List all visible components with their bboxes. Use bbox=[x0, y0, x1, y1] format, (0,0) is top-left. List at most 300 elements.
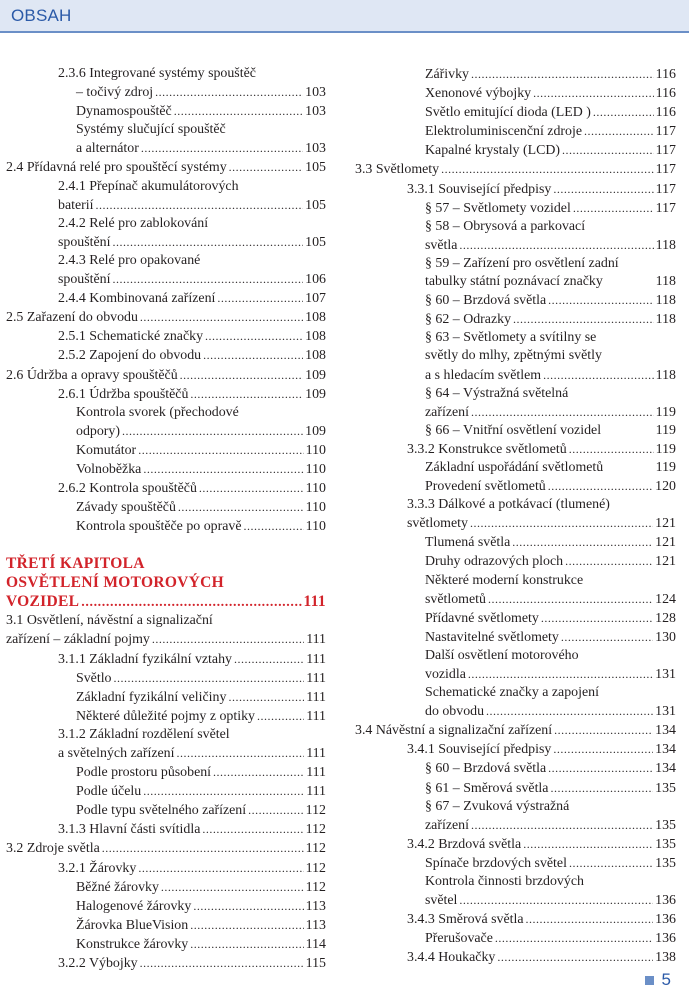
dot-leader bbox=[176, 744, 304, 762]
toc-entry-page: 117 bbox=[655, 162, 676, 178]
dot-leader bbox=[593, 103, 654, 121]
toc-entry-page: 109 bbox=[305, 367, 326, 383]
toc-entry-page: 111 bbox=[306, 632, 326, 648]
toc-entry-page: 108 bbox=[305, 329, 326, 345]
dot-leader bbox=[155, 83, 303, 101]
toc-entry bbox=[6, 289, 326, 308]
toc-entry-page: 131 bbox=[655, 704, 676, 720]
toc-entry-title: Podle prostoru působení bbox=[76, 765, 212, 781]
toc-entry-page: 134 bbox=[655, 723, 676, 739]
toc-entry bbox=[6, 954, 326, 973]
toc-entry-page: 131 bbox=[655, 667, 676, 682]
toc-entry-title: Některé důležité pojmy z optiky bbox=[76, 708, 255, 724]
toc-entry-page: 111 bbox=[306, 746, 326, 761]
toc-entry-title: Světlo bbox=[76, 670, 112, 686]
toc-entry-page: 105 bbox=[305, 234, 326, 250]
toc-entry-page: 116 bbox=[655, 67, 676, 82]
toc-entry-title: a světelných zařízení bbox=[58, 746, 175, 761]
header-title: OBSAH bbox=[11, 6, 72, 25]
toc-entry-title: 2.5.1 Schematické značky bbox=[58, 329, 204, 345]
toc-entry-page: 117 bbox=[655, 124, 676, 140]
toc-entry-line bbox=[355, 218, 676, 236]
toc-entry-title: 3.3 Světlomety bbox=[355, 162, 440, 178]
toc-entry-page: 118 bbox=[655, 367, 676, 383]
toc-entry bbox=[355, 422, 676, 440]
dot-leader bbox=[178, 498, 304, 516]
page-number: 5 bbox=[661, 970, 671, 989]
toc-entry-title: Běžné žárovky bbox=[76, 879, 159, 895]
toc-entry-title: Konstrukce žárovky bbox=[76, 936, 189, 952]
dot-leader bbox=[229, 158, 303, 176]
dot-leader bbox=[554, 721, 653, 739]
toc-entry-title: Žárovka BlueVision bbox=[76, 917, 189, 933]
toc-entry-title: 3.4.2 Brzdová světla bbox=[407, 836, 522, 852]
toc-entry bbox=[355, 310, 676, 329]
toc-entry-page: 135 bbox=[655, 836, 676, 852]
toc-entry bbox=[355, 366, 676, 385]
toc-entry-title: 3.1.1 Základní fyzikální vztahy bbox=[58, 651, 232, 667]
toc-entry bbox=[355, 835, 676, 854]
toc-entry-page: 105 bbox=[305, 197, 326, 213]
dot-leader bbox=[248, 801, 304, 819]
toc-section-chapter-2 bbox=[6, 65, 326, 536]
toc-entry bbox=[6, 916, 326, 935]
toc-entry-page: 111 bbox=[306, 765, 326, 781]
toc-entry-title: 2.4.1 Přepínač akumulátorových bbox=[58, 178, 239, 194]
toc-entry-title: Spínače brzdových světel bbox=[425, 855, 567, 871]
toc-entry-page: 118 bbox=[655, 274, 676, 290]
dot-leader bbox=[526, 910, 654, 928]
toc-entry-page: 120 bbox=[655, 479, 676, 495]
toc-entry-title: Systémy slučující spouštěč bbox=[76, 122, 226, 138]
dot-leader bbox=[471, 816, 653, 834]
toc-entry-title: Dynamospouštěč bbox=[76, 104, 172, 120]
toc-entry bbox=[6, 763, 326, 782]
toc-entry-title: 3.2 Zdroje světla bbox=[6, 841, 100, 857]
toc-entry-line bbox=[355, 496, 676, 514]
toc-entry-title: § 63 – Světlomety a svítilny se bbox=[425, 330, 597, 346]
toc-entry-title: § 58 – Obrysová a parkovací bbox=[425, 218, 586, 234]
toc-entry bbox=[6, 422, 326, 441]
dot-leader bbox=[488, 590, 653, 608]
toc-entry bbox=[355, 199, 676, 218]
toc-entry bbox=[6, 479, 326, 498]
toc-entry-page: 109 bbox=[305, 386, 326, 402]
dot-leader bbox=[81, 593, 301, 612]
dot-leader bbox=[553, 180, 653, 198]
dot-leader bbox=[243, 517, 303, 535]
toc-entry-title: odpory) bbox=[76, 423, 120, 439]
dot-leader bbox=[512, 533, 653, 551]
dot-leader bbox=[138, 441, 303, 459]
dot-leader bbox=[471, 403, 654, 421]
toc-entry-page: 107 bbox=[305, 291, 326, 307]
toc-entry-title: 2.4.3 Relé pro opakované bbox=[58, 252, 201, 268]
dot-leader bbox=[573, 199, 654, 217]
toc-entry-title: 3.4 Návěstní a signalizační zařízení bbox=[355, 723, 553, 739]
header-rule bbox=[0, 31, 689, 33]
dot-leader bbox=[550, 779, 653, 797]
chapter-heading-page: 111 bbox=[303, 593, 326, 611]
toc-entry bbox=[355, 702, 676, 721]
toc-entry bbox=[6, 346, 326, 365]
toc-entry-page: 108 bbox=[305, 310, 326, 326]
chapter-heading-line: OSVĚTLENÍ MOTOROVÝCH bbox=[6, 574, 225, 592]
dot-leader bbox=[112, 233, 303, 251]
toc-entry-page: 136 bbox=[655, 893, 676, 909]
toc-entry bbox=[6, 688, 326, 707]
toc-entry bbox=[6, 859, 326, 878]
toc-entry bbox=[355, 779, 676, 798]
page-marker-square bbox=[645, 976, 654, 985]
toc-entry bbox=[355, 590, 676, 609]
toc-entry-page: 138 bbox=[655, 950, 676, 966]
dot-leader bbox=[470, 514, 653, 532]
toc-entry-title: Některé moderní konstrukce bbox=[425, 572, 584, 588]
toc-entry-title: § 59 – Zařízení pro osvětlení zadní bbox=[425, 255, 619, 271]
toc-entry-page: 106 bbox=[305, 272, 326, 288]
toc-entry bbox=[355, 628, 676, 647]
toc-entry-title: Druhy odrazových ploch bbox=[425, 554, 564, 570]
toc-entry bbox=[6, 102, 326, 121]
toc-entry bbox=[6, 744, 326, 763]
toc-entry bbox=[355, 816, 676, 835]
toc-entry bbox=[355, 477, 676, 496]
toc-entry bbox=[6, 650, 326, 669]
toc-entry-title: Základní uspořádání světlometů bbox=[425, 459, 604, 475]
dot-leader bbox=[459, 236, 653, 254]
toc-entry-line bbox=[355, 347, 676, 365]
dot-leader bbox=[193, 897, 303, 915]
toc-entry-line bbox=[355, 385, 676, 403]
dot-leader bbox=[138, 859, 303, 877]
toc-entry-page: 112 bbox=[305, 841, 326, 857]
toc-entry-title: 2.4 Přídavná relé pro spouštěcí systémy bbox=[6, 160, 227, 176]
toc-entry-title: Nastavitelné světlomety bbox=[425, 629, 559, 645]
toc-entry-page: 116 bbox=[655, 105, 676, 121]
toc-entry-title: 2.4.4 Kombinovaná zařízení bbox=[58, 291, 216, 307]
dot-leader bbox=[112, 270, 303, 288]
toc-entry bbox=[6, 839, 326, 858]
toc-entry bbox=[6, 878, 326, 897]
toc-entry-title: světlometů bbox=[425, 591, 486, 607]
toc-entry-title: Volnoběžka bbox=[76, 461, 142, 477]
toc-entry bbox=[355, 721, 676, 740]
toc-entry-line bbox=[355, 329, 676, 347]
toc-entry-title: Zářivky bbox=[425, 67, 469, 82]
toc-entry-title: § 57 – Světlomety vozidel bbox=[425, 200, 571, 216]
dot-leader bbox=[561, 628, 653, 646]
toc-entry-title: světla bbox=[425, 237, 458, 253]
dot-leader bbox=[161, 878, 304, 896]
dot-leader bbox=[459, 891, 653, 909]
toc-entry-page: 113 bbox=[305, 898, 326, 914]
dot-leader bbox=[441, 160, 654, 178]
toc-entry-page: 118 bbox=[655, 293, 676, 309]
toc-entry-title: světly do mlhy, zpětnými světly bbox=[425, 348, 602, 364]
page-footer bbox=[645, 970, 671, 990]
toc-entry-page: 103 bbox=[305, 104, 326, 120]
toc-entry-title: 3.3.3 Dálkové a potkávací (tlumené) bbox=[407, 497, 610, 513]
toc-entry bbox=[355, 65, 676, 84]
toc-entry-page: 111 bbox=[306, 784, 326, 800]
dot-leader bbox=[569, 854, 653, 872]
toc-entry-title: baterií bbox=[58, 197, 94, 213]
toc-entry-page: 114 bbox=[305, 936, 326, 952]
toc-entry-page: 119 bbox=[655, 422, 676, 438]
toc-entry-title: Schematické značky a zapojení bbox=[425, 685, 599, 701]
toc-entry bbox=[355, 759, 676, 778]
toc-entry-title: § 67 – Zvuková výstražná bbox=[425, 798, 570, 814]
toc-entry-line bbox=[355, 873, 676, 891]
dot-leader bbox=[114, 669, 305, 687]
toc-entry-title: 2.5.2 Zapojení do obvodu bbox=[58, 348, 202, 364]
toc-entry-page: 103 bbox=[305, 85, 326, 101]
toc-entry-line bbox=[6, 726, 326, 744]
toc-entry-page: 110 bbox=[305, 500, 326, 516]
dot-leader bbox=[486, 702, 653, 720]
toc-entry-title: 3.2.1 Žárovky bbox=[58, 860, 137, 876]
toc-entry-page: 136 bbox=[655, 931, 676, 947]
toc-entry bbox=[6, 897, 326, 916]
toc-entry-title: Závady spouštěčů bbox=[76, 500, 176, 516]
toc-entry-page: 117 bbox=[655, 181, 676, 197]
toc-entry bbox=[6, 782, 326, 801]
dot-leader bbox=[217, 289, 303, 307]
toc-entry bbox=[6, 270, 326, 289]
dot-leader bbox=[203, 346, 303, 364]
toc-entry-line bbox=[6, 612, 326, 630]
toc-entry-title: Kapalné krystaly (LCD) bbox=[425, 143, 561, 159]
toc-entry-line bbox=[6, 178, 326, 196]
toc-entry bbox=[6, 935, 326, 954]
dot-leader bbox=[523, 835, 653, 853]
toc-entry-page: 105 bbox=[305, 160, 326, 176]
dot-leader bbox=[471, 65, 654, 83]
toc-left-column bbox=[6, 65, 326, 973]
toc-entry bbox=[355, 910, 676, 929]
toc-entry-line bbox=[6, 404, 326, 422]
toc-entry-page: 111 bbox=[306, 670, 326, 686]
toc-entry-page: 109 bbox=[305, 423, 326, 439]
toc-entry-title: zařízení bbox=[425, 404, 469, 420]
dot-leader bbox=[228, 688, 304, 706]
toc-entry bbox=[355, 514, 676, 533]
toc-entry-title: 3.1.2 Základní rozdělení světel bbox=[58, 726, 230, 742]
toc-entry bbox=[6, 707, 326, 726]
dot-leader bbox=[180, 366, 304, 384]
toc-entry-page: 110 bbox=[305, 481, 326, 497]
toc-entry bbox=[6, 196, 326, 215]
toc-entry-title: 3.1 Osvětlení, návěstní a signalizační bbox=[6, 613, 213, 629]
toc-entry-title: Základní fyzikální veličiny bbox=[76, 689, 227, 705]
chapter-heading-title: VOZIDEL bbox=[6, 593, 80, 611]
toc-entry-title: a s hledacím světlem bbox=[425, 367, 542, 383]
toc-entry bbox=[355, 236, 676, 255]
toc-entry bbox=[355, 440, 676, 459]
toc-entry-page: 111 bbox=[306, 689, 326, 705]
toc-entry-page: 112 bbox=[305, 803, 326, 819]
dot-leader bbox=[497, 948, 653, 966]
toc-entry-title: tabulky státní poznávací značky bbox=[425, 274, 603, 290]
toc-entry bbox=[355, 103, 676, 122]
toc-entry-page: 121 bbox=[655, 554, 676, 570]
toc-entry-page: 110 bbox=[305, 442, 326, 458]
toc-entry-title: § 60 – Brzdová světla bbox=[425, 293, 547, 309]
dot-leader bbox=[141, 139, 303, 157]
toc-entry-title: Kontrola činnosti brzdových bbox=[425, 874, 584, 890]
toc-entry-page: 118 bbox=[655, 237, 676, 253]
toc-entry bbox=[355, 948, 676, 967]
toc-entry-page: 121 bbox=[655, 516, 676, 532]
toc-entry-page: 117 bbox=[655, 143, 676, 159]
toc-entry-page: 112 bbox=[305, 860, 326, 876]
toc-entry-title: a alternátor bbox=[76, 141, 139, 157]
toc-entry bbox=[355, 291, 676, 310]
toc-entry-title: Provedení světlometů bbox=[425, 479, 546, 495]
toc-entry bbox=[6, 801, 326, 820]
toc-entry-page: 111 bbox=[306, 708, 326, 724]
toc-entry bbox=[355, 180, 676, 199]
toc-entry-page: 110 bbox=[305, 461, 326, 477]
dot-leader bbox=[95, 196, 303, 214]
toc-entry bbox=[6, 308, 326, 327]
toc-entry-page: 112 bbox=[305, 822, 326, 838]
dot-leader bbox=[152, 630, 304, 648]
toc-entry-title: spouštění bbox=[58, 272, 111, 288]
toc-entry-page: 134 bbox=[655, 742, 676, 758]
toc-entry-page: 119 bbox=[655, 441, 676, 457]
dot-leader bbox=[190, 916, 303, 934]
toc-entry-title: Halogenové žárovky bbox=[76, 898, 192, 914]
toc-entry-line bbox=[6, 215, 326, 233]
toc-entry bbox=[355, 273, 676, 291]
toc-entry-line bbox=[355, 647, 676, 665]
toc-entry bbox=[355, 891, 676, 910]
dot-leader bbox=[257, 707, 304, 725]
toc-entry-title: 3.3.2 Konstrukce světlometů bbox=[407, 441, 567, 457]
toc-entry-page: 116 bbox=[655, 86, 676, 102]
toc-entry-title: – točivý zdroj bbox=[76, 85, 154, 101]
dot-leader bbox=[468, 665, 653, 683]
toc-entry-page: 134 bbox=[655, 761, 676, 777]
toc-entry bbox=[355, 459, 676, 477]
dot-leader bbox=[513, 310, 654, 328]
dot-leader bbox=[234, 650, 304, 668]
toc-entry-title: Kontrola svorek (přechodové bbox=[76, 404, 239, 420]
chapter-heading bbox=[6, 554, 326, 612]
toc-entry-title: Elektroluminiscenční zdroje bbox=[425, 124, 582, 140]
toc-entry bbox=[6, 139, 326, 158]
dot-leader bbox=[495, 929, 653, 947]
toc-entry-page: 118 bbox=[655, 312, 676, 328]
toc-entry bbox=[355, 533, 676, 552]
toc-entry bbox=[355, 929, 676, 948]
toc-entry bbox=[6, 820, 326, 839]
toc-entry-title: do obvodu bbox=[425, 704, 485, 720]
toc-entry-title: Přídavné světlomety bbox=[425, 610, 539, 626]
toc-entry bbox=[355, 552, 676, 571]
toc-entry-title: 2.6 Údržba a opravy spouštěčů bbox=[6, 367, 178, 383]
toc-entry-page: 135 bbox=[655, 817, 676, 833]
toc-entry bbox=[355, 609, 676, 628]
toc-entry-line bbox=[6, 121, 326, 139]
dot-leader bbox=[543, 366, 654, 384]
toc-entry-title: Podle účelu bbox=[76, 784, 142, 800]
toc-entry bbox=[355, 160, 676, 179]
toc-entry-title: 3.1.3 Hlavní části svítidla bbox=[58, 822, 201, 838]
toc-entry bbox=[6, 385, 326, 404]
dot-leader bbox=[541, 609, 653, 627]
toc-entry-line bbox=[355, 255, 676, 273]
toc-entry-title: § 60 – Brzdová světla bbox=[425, 761, 547, 777]
toc-entry-title: § 64 – Výstražná světelná bbox=[425, 385, 569, 401]
toc-entry-title: 3.3.1 Související předpisy bbox=[407, 181, 552, 197]
dot-leader bbox=[122, 422, 303, 440]
toc-entry-title: Xenonové výbojky bbox=[425, 86, 532, 102]
toc-entry-page: 112 bbox=[305, 879, 326, 895]
toc-entry-line bbox=[355, 798, 676, 816]
toc-entry bbox=[6, 233, 326, 252]
toc-entry-title: spouštění bbox=[58, 234, 111, 250]
dot-leader bbox=[548, 477, 653, 495]
toc-entry-title: Další osvětlení motorového bbox=[425, 647, 579, 663]
toc-entry-title: světlomety bbox=[407, 516, 468, 532]
dot-leader bbox=[553, 740, 653, 758]
dot-leader bbox=[143, 460, 303, 478]
toc-entry bbox=[6, 366, 326, 385]
toc-entry bbox=[355, 854, 676, 873]
toc-entry-title: Kontrola spouštěče po opravě bbox=[76, 519, 242, 535]
dot-leader bbox=[584, 122, 654, 140]
toc-entry-page: 135 bbox=[655, 780, 676, 796]
dot-leader bbox=[548, 291, 654, 309]
dot-leader bbox=[143, 782, 304, 800]
toc-entry-title: 3.4.1 Související předpisy bbox=[407, 742, 552, 758]
toc-entry-title: 2.6.2 Kontrola spouštěčů bbox=[58, 481, 197, 497]
dot-leader bbox=[190, 935, 303, 953]
toc-entry-title: 3.2.2 Výbojky bbox=[58, 956, 138, 972]
toc-entry bbox=[6, 498, 326, 517]
toc-entry-title: 2.3.6 Integrované systémy spouštěč bbox=[58, 66, 256, 81]
toc-entry-line bbox=[355, 684, 676, 702]
toc-entry bbox=[6, 83, 326, 102]
toc-entry-title: 3.4.3 Směrová světla bbox=[407, 912, 524, 928]
dot-leader bbox=[533, 84, 654, 102]
toc-entry-page: 103 bbox=[305, 141, 326, 157]
toc-entry-page: 136 bbox=[655, 912, 676, 928]
toc-entry bbox=[6, 669, 326, 688]
toc-entry-title: Světlo emitující dioda (LED ) bbox=[425, 105, 591, 121]
toc-entry bbox=[6, 327, 326, 346]
toc-entry-title: zařízení bbox=[425, 817, 469, 833]
toc-entry-line bbox=[6, 252, 326, 270]
dot-leader bbox=[202, 820, 303, 838]
dot-leader bbox=[548, 759, 653, 777]
toc-entry-page: 119 bbox=[655, 459, 676, 475]
toc-entry-title: vozidla bbox=[425, 667, 466, 682]
toc-entry-title: světel bbox=[425, 893, 458, 909]
dot-leader bbox=[174, 102, 303, 120]
dot-leader bbox=[205, 327, 303, 345]
toc-entry-page: 108 bbox=[305, 348, 326, 364]
toc-entry-title: zařízení – základní pojmy bbox=[6, 632, 150, 648]
toc-entry bbox=[6, 158, 326, 177]
toc-entry bbox=[355, 665, 676, 684]
dot-leader bbox=[213, 763, 304, 781]
toc-entry-page: 113 bbox=[305, 917, 326, 933]
toc-entry-page: 124 bbox=[655, 591, 676, 607]
